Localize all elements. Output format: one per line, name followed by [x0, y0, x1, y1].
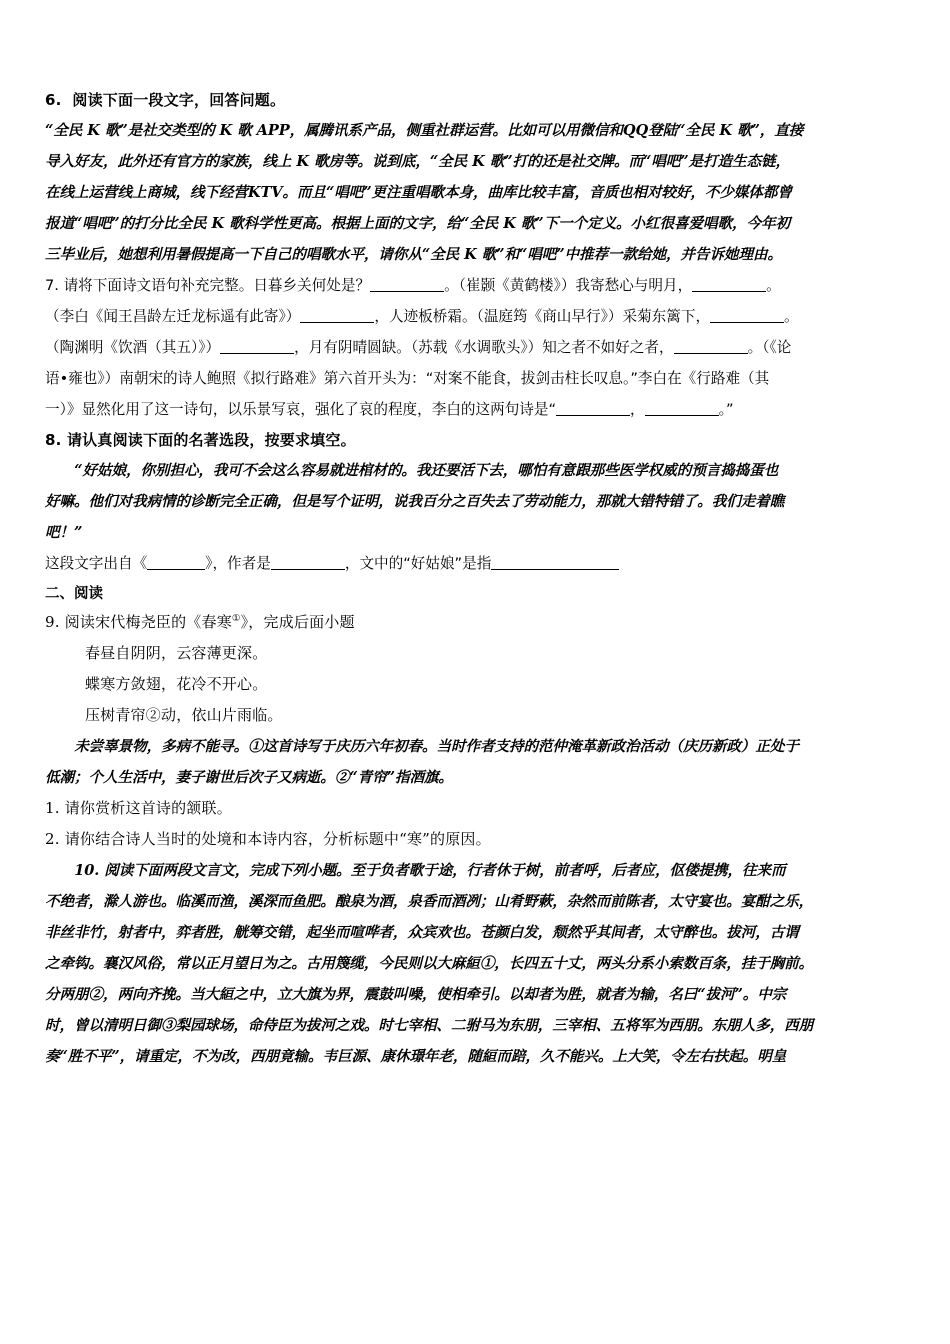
- answer-blank[interactable]: [710, 322, 784, 323]
- question-7-prompt-3c: 。（《论: [747, 339, 792, 356]
- poem-line-2: 蝶寒方敛翅，花冷不开心。: [85, 675, 268, 693]
- question-9-subquestion-1: [45, 793, 917, 824]
- question-7-line-1: [45, 270, 917, 301]
- question-7-prompt-1a: 日暮乡关何处是？: [253, 277, 371, 294]
- question-9-number: 9.: [45, 613, 60, 631]
- question-8-answer-prompt-c: ，文中的“好姑娘”是指: [344, 555, 492, 572]
- question-6-heading-text: 阅读下面一段文字，回答问题。: [72, 91, 286, 109]
- question-6-number: 6.: [45, 91, 62, 109]
- question-10-passage-line-1: 至于负者歌于途，行者休于树，前者呼，后者应，伛偻提携，往来而: [350, 862, 786, 879]
- question-8-quote-line-3: 吧！”: [45, 524, 83, 541]
- question-9-heading-text-b: 》，完成后面小题: [240, 613, 355, 631]
- answer-blank[interactable]: [674, 353, 748, 354]
- question-7-line-2: [45, 301, 917, 332]
- question-9-note-line-2: 低潮；个人生活中，妻子谢世后次子又病逝。②“青帘”指酒旗。: [45, 769, 453, 786]
- answer-blank[interactable]: [300, 322, 374, 323]
- question-9-subquestion-2: [45, 824, 917, 855]
- page-content: [45, 85, 917, 1072]
- question-8-quote-line-2: 好嘛。他们对我病情的诊断完全正确，但是写个证明，说我百分之百失去了劳动能力，那就大错特错了。我们走着瞧: [45, 493, 785, 510]
- question-10-heading-text: 阅读下面两段文言文，完成下列小题。: [104, 862, 351, 879]
- question-10-passage-line-6: 时，曾以清明日御③梨园球场，命侍臣为拔河之戏。时七宰相、二驸马为东朋，三宰相、五将军为西朋。东朋人多，西朋: [45, 1017, 814, 1034]
- question-6-passage-line-4: 报道“唱吧”的打分比全民 K 歌科学性更高。根据上面的文字，给“全民 K 歌”下一个定义。小红很喜爱唱歌，今年初: [45, 215, 790, 232]
- question-7-line-4: [45, 363, 917, 394]
- question-8-number: 8.: [45, 431, 62, 449]
- answer-blank[interactable]: [645, 415, 719, 416]
- question-7-prompt-1b: 。（崔颢《黄鹤楼》）我寄愁心与明月，: [444, 277, 693, 294]
- question-7-prompt-3a: （陶渊明《饮酒（其五）》）: [45, 339, 221, 356]
- answer-blank-title[interactable]: [147, 569, 205, 570]
- question-6: [45, 85, 917, 270]
- question-7-line-3: [45, 332, 917, 363]
- subquestion-1-number: 1.: [45, 799, 60, 817]
- subquestion-1-text: 请你赏析这首诗的颔联。: [64, 799, 232, 817]
- question-7-prompt-3b: ，月有阴晴圆缺。（苏载《水调歌头》）知之者不如好之者，: [294, 339, 674, 356]
- question-7-prompt-1c: 。: [766, 277, 781, 294]
- poem-line-3: 压树青帘②动，依山片雨临。: [85, 706, 283, 724]
- subquestion-2-text: 请你结合诗人当时的处境和本诗内容，分析标题中“寒”的原因。: [64, 830, 491, 848]
- footnote-marker-1: ①: [231, 613, 241, 624]
- answer-blank[interactable]: [692, 291, 766, 292]
- question-7-prompt-2b: ，人迹板桥霜。（温庭筠《商山早行》）采菊东篱下，: [374, 308, 711, 325]
- question-10-passage-line-3: 非丝非竹，射者中，弈者胜，觥筹交错，起坐而喧哗者，众宾欢也。苍颜白发，颓然乎其间者，太守醉也。拔河，古谓: [45, 924, 799, 941]
- question-10: [45, 855, 917, 1072]
- section-two-title: 二、阅读: [45, 586, 103, 602]
- question-8-answer-prompt-a: 这段文字出自《: [45, 555, 148, 572]
- question-8-heading-text: 请认真阅读下面的名著选段，按要求填空。: [66, 431, 356, 449]
- question-10-passage-line-4: 之牵钩。襄汉风俗，常以正月望日为之。古用篾缆，今民则以大麻絙①，长四五十丈，两头分系小索数百条，挂于胸前。: [45, 955, 814, 972]
- question-6-passage-line-1: “全民 K 歌”是社交类型的 K 歌 APP，属腾讯系产品，侧重社群运营。比如可以用微信和QQ登陆“全民 K 歌”，直接: [45, 122, 804, 139]
- question-7-prompt-4a: 语•雍也》）南朝宋的诗人鲍照《拟行路难》第六首开头为：“对案不能食，拔剑击柱长叹息。”李白在《行路难（其: [45, 370, 770, 387]
- subquestion-2-number: 2.: [45, 830, 60, 848]
- question-8-answer-prompt-b: 》，作者是: [205, 555, 271, 572]
- question-6-passage-line-5: 三毕业后，她想利用暑假提高一下自己的唱歌水平，请你从“全民 K 歌”和“唱吧”中推荐一款给她，并告诉她理由。: [45, 246, 782, 263]
- question-7-prompt-4b: 一）》显然化用了这一诗句，以乐景写哀，强化了哀的程度，李白的这两句诗是“: [45, 401, 557, 418]
- question-6-heading: [45, 85, 917, 115]
- question-7-prompt-4c: ，: [630, 401, 645, 418]
- question-8-quote-line-1: “好姑娘，你别担心，我可不会这么容易就进棺材的。我还要活下去，哪怕有意跟那些医学权威的预言捣捣蛋也: [74, 462, 779, 479]
- answer-blank[interactable]: [556, 415, 630, 416]
- question-8: [45, 425, 917, 579]
- question-10-passage-line-2: 不绝者，滁人游也。临溪而渔，溪深而鱼肥。酿泉为酒，泉香而酒冽；山肴野蔌，杂然而前陈者，太守宴也。宴酣之乐，: [45, 893, 814, 910]
- question-10-passage-line-5: 分两朋②，两向齐挽。当大絙之中，立大旗为界，震鼓叫噪，使相牵引。以却者为胜，就者为输，名曰“拔河”。中宗: [45, 986, 787, 1003]
- question-7-heading-text: 请将下面诗文语句补充完整。: [63, 277, 254, 294]
- question-9-heading: [45, 607, 917, 638]
- question-9-heading-text-a: 阅读宋代梅尧臣的《春寒: [64, 613, 232, 631]
- question-10-number: 10.: [74, 862, 100, 879]
- answer-blank-author[interactable]: [271, 569, 345, 570]
- poem-line-1: 春昼自阴阴，云容薄更深。: [85, 644, 268, 662]
- answer-blank[interactable]: [220, 353, 294, 354]
- answer-blank-character[interactable]: [491, 569, 619, 570]
- answer-blank[interactable]: [370, 291, 444, 292]
- question-10-passage-line-7: 奏“胜不平”，请重定，不为改，西朋竟输。韦巨源、康休璟年老，随絙而踣，久不能兴。上大笑，令左右扶起。明皇: [45, 1048, 787, 1065]
- question-10-first-line: [45, 855, 917, 886]
- question-7-prompt-2a: （李白《闻王昌龄左迁龙标遥有此寄》）: [45, 308, 301, 325]
- question-7-line-5: [45, 394, 917, 425]
- question-9: [45, 607, 917, 855]
- question-8-answer-line: [45, 548, 917, 579]
- question-8-heading: [45, 425, 917, 455]
- question-6-passage-line-2: 导入好友，此外还有官方的家族，线上 K 歌房等。说到底，“全民 K 歌”打的还是社交牌。而“唱吧”是打造生态链，: [45, 153, 790, 170]
- question-7-number: 7.: [45, 277, 59, 294]
- question-7-prompt-4d: 。”: [718, 401, 734, 418]
- question-7: [45, 270, 917, 425]
- question-6-passage-line-3: 在线上运营线上商城，线下经营KTV。而且“唱吧”更注重唱歌本身，曲库比较丰富，音质也相对较好，不少媒体都曾: [45, 184, 792, 201]
- question-9-note-line-1: 未尝辜景物，多病不能寻。①这首诗写于庆历六年初春。当时作者支持的范仲淹革新政治活动（庆历新政）正处于: [74, 738, 799, 755]
- question-7-prompt-2c: 。: [784, 308, 799, 325]
